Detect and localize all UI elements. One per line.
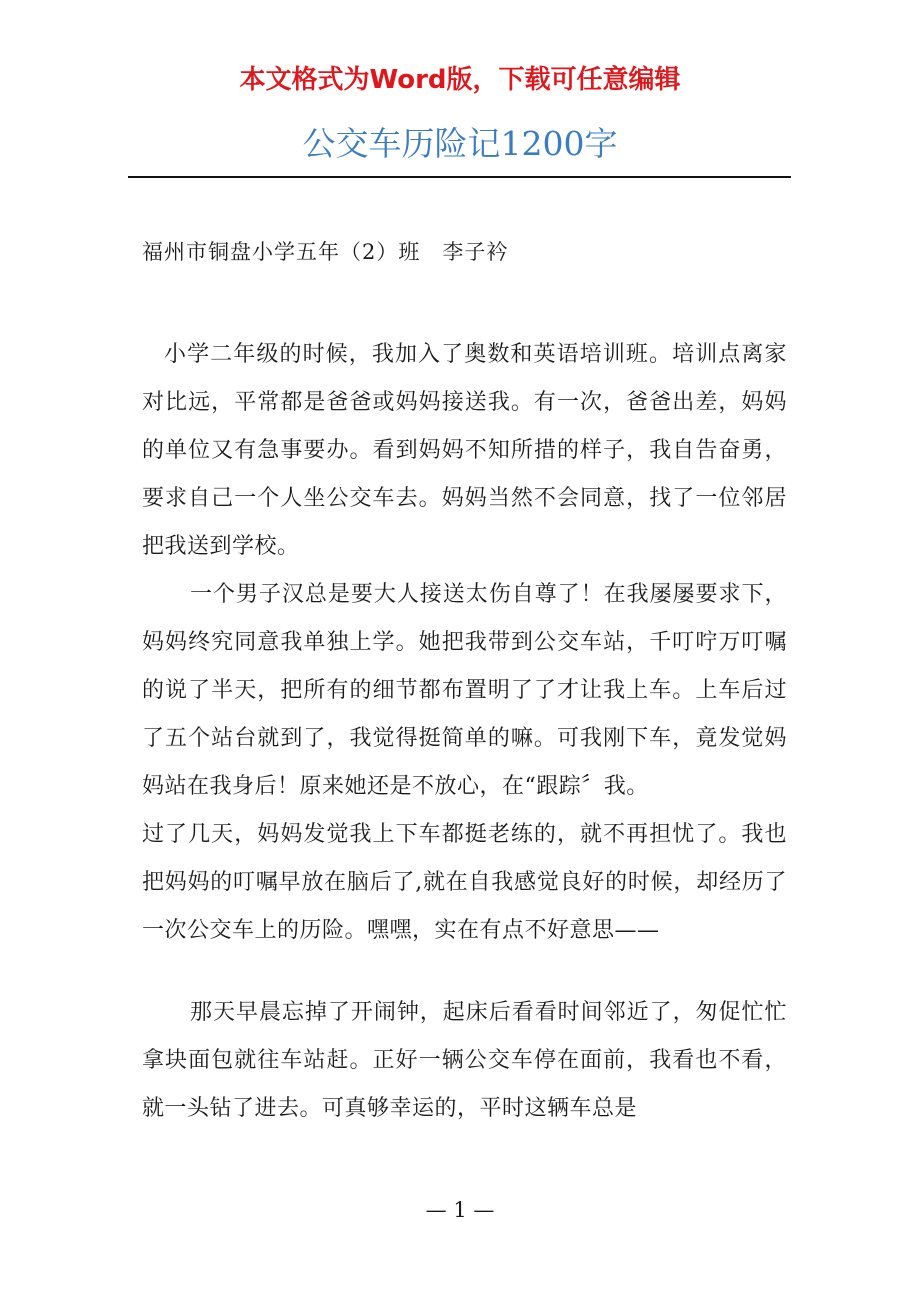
page-title: 公交车历险记1200字: [302, 124, 618, 163]
format-banner: 本文格式为Word版，下载可任意编辑: [239, 65, 681, 95]
page-number: — 1 —: [425, 1198, 495, 1222]
paragraph-1: 小学二年级的时候，我加入了奥数和英语培训班。培训点离家对比远，平常都是爸爸或妈妈接送我。有一次，爸爸出差，妈妈的单位又有急事要办。看到妈妈不知所措的样子，我自告奋勇，要求自己一个人坐公交车去。妈妈当然不会同意，找了一位邻居把我送到学校。: [142, 342, 787, 559]
paragraph-2: 一个男子汉总是要大人接送太伤自尊了！在我屡屡要求下，妈妈终究同意我单独上学。她把我带到公交车站，千叮咛万叮嘱的说了半天，把所有的细节都布置明了了才让我上车。上车后过了五个站台就到了，我觉得挺简单的嘛。可我刚下车，竟发觉妈妈站在我身后！原来她还是不放心，在“跟踪〞我。: [142, 582, 787, 799]
paragraph-3: 过了几天，妈妈发觉我上下车都挺老练的，就不再担忧了。我也把妈妈的叮嘱早放在脑后了,就在自我感觉良好的时候，却经历了一次公交车上的历险。嘿嘿，实在有点不好意思——: [142, 822, 787, 943]
author-line: 福州市铜盘小学五年（2）班 李子衿: [142, 240, 509, 264]
article-body: [142, 331, 787, 1133]
paragraph-4: 那天早晨忘掉了开闹钟，起床后看看时间邻近了，匆促忙忙拿块面包就往车站赶。正好一辆公交车停在面前，我看也不看，就一头钻了进去。可真够幸运的，平时这辆车总是: [142, 1000, 787, 1121]
title-divider: [128, 176, 791, 178]
